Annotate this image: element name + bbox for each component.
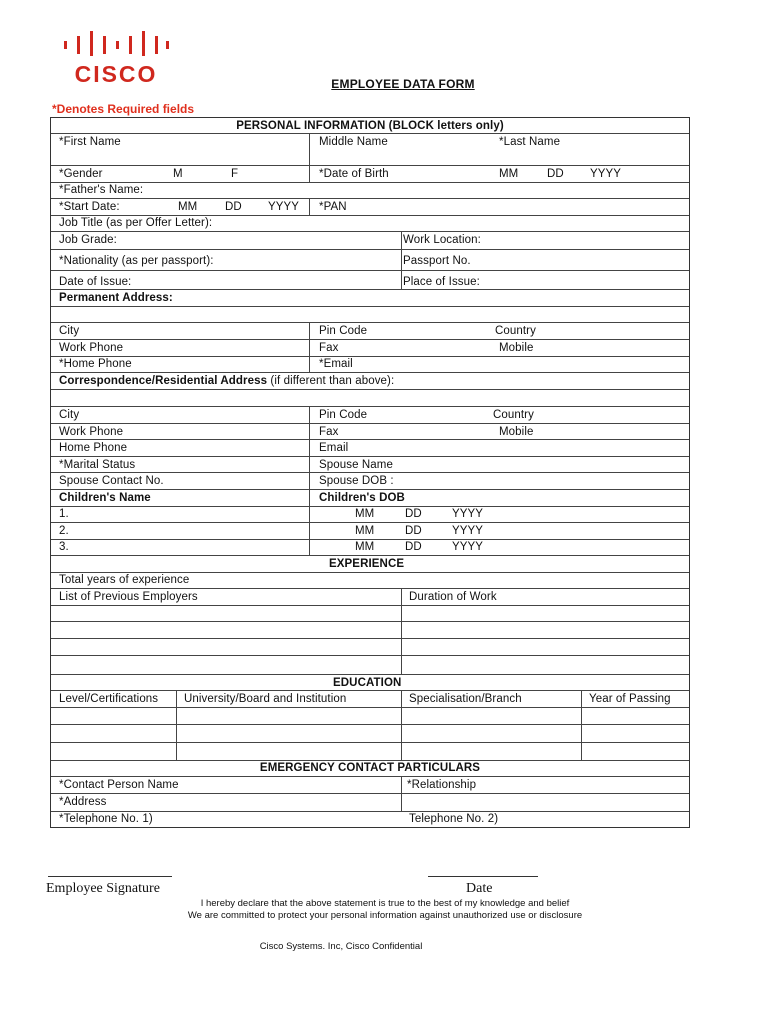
child-row-1: 1.: [59, 508, 69, 520]
spouse-dob-label: Spouse DOB :: [319, 475, 394, 487]
children-dob-label: Children's DOB: [319, 492, 405, 504]
child-1-yyyy: YYYY: [452, 508, 484, 520]
marital-status-label: *Marital Status: [59, 459, 136, 471]
corr-address-note: (if different than above):: [267, 375, 395, 387]
middle-name-label: Middle Name: [319, 136, 388, 148]
father-name-label: *Father's Name:: [59, 184, 144, 196]
corr-home-phone-label: Home Phone: [59, 442, 128, 454]
level-certifications-label: Level/Certifications: [59, 693, 159, 705]
perm-home-phone-label: *Home Phone: [59, 358, 132, 370]
employee-signature-line[interactable]: [48, 876, 172, 877]
confidential-text: Cisco Systems. Inc, Cisco Confidential: [259, 941, 423, 952]
gender-label: *Gender: [59, 168, 103, 180]
date-signature-line[interactable]: [428, 876, 538, 877]
child-2-dd: DD: [405, 525, 422, 537]
child-3-dd: DD: [405, 541, 422, 553]
total-experience-label: Total years of experience: [59, 574, 190, 586]
employee-signature-label: Employee Signature: [46, 881, 160, 896]
dob-yyyy: YYYY: [590, 168, 622, 180]
child-row-3: 3.: [59, 541, 69, 553]
specialisation-label: Specialisation/Branch: [409, 693, 522, 705]
gender-option-m: M: [173, 168, 183, 180]
job-title-label: Job Title (as per Offer Letter):: [59, 217, 213, 229]
corr-address-header: [59, 374, 394, 388]
last-name-label: *Last Name: [499, 136, 561, 148]
perm-pin-label: Pin Code: [319, 325, 368, 337]
child-row-2: 2.: [59, 525, 69, 537]
job-grade-label: Job Grade:: [59, 234, 117, 246]
dob-mm: MM: [499, 168, 519, 180]
child-2-yyyy: YYYY: [452, 525, 484, 537]
child-3-mm: MM: [355, 541, 375, 553]
perm-mobile-label: Mobile: [499, 342, 534, 354]
declaration-text: I hereby declare that the above statement is true to the best of my knowledge and belief: [200, 898, 570, 909]
work-location-label: Work Location:: [403, 234, 481, 246]
corr-fax-label: Fax: [319, 426, 339, 438]
corr-country-label: Country: [493, 409, 534, 421]
university-label: University/Board and Institution: [184, 693, 347, 705]
previous-employers-label: List of Previous Employers: [59, 591, 198, 603]
dob-dd: DD: [547, 168, 564, 180]
spouse-contact-label: Spouse Contact No.: [59, 475, 164, 487]
start-date-yyyy: YYYY: [268, 201, 300, 213]
start-date-mm: MM: [178, 201, 198, 213]
start-date-dd: DD: [225, 201, 242, 213]
pan-label: *PAN: [319, 201, 347, 213]
corr-address-title: Correspondence/Residential Address: [59, 375, 268, 387]
children-name-label: Children's Name: [59, 492, 151, 504]
dob-label: *Date of Birth: [319, 168, 389, 180]
contact-person-label: *Contact Person Name: [59, 779, 179, 791]
start-date-label: *Start Date:: [59, 201, 120, 213]
telephone-1-label: *Telephone No. 1): [59, 813, 153, 825]
corr-mobile-label: Mobile: [499, 426, 534, 438]
place-of-issue-label: Place of Issue:: [403, 276, 480, 288]
date-of-issue-label: Date of Issue:: [59, 276, 132, 288]
required-note: *Denotes Required fields: [52, 102, 195, 116]
perm-city-label: City: [59, 325, 80, 337]
duration-of-work-label: Duration of Work: [409, 591, 497, 603]
emergency-address-label: *Address: [59, 796, 107, 808]
date-label: Date: [466, 881, 493, 896]
perm-work-phone-label: Work Phone: [59, 342, 124, 354]
gender-option-f: F: [231, 168, 239, 180]
first-name-label: *First Name: [59, 136, 121, 148]
permanent-address-label: Permanent Address:: [59, 292, 173, 304]
privacy-text: We are committed to protect your personal information against unauthorized use or disclosure: [187, 910, 583, 921]
child-1-mm: MM: [355, 508, 375, 520]
child-3-yyyy: YYYY: [452, 541, 484, 553]
corr-work-phone-label: Work Phone: [59, 426, 124, 438]
corr-city-label: City: [59, 409, 80, 421]
child-2-mm: MM: [355, 525, 375, 537]
form-title: EMPLOYEE DATA FORM: [331, 77, 475, 91]
spouse-name-label: Spouse Name: [319, 459, 393, 471]
svg-text:CISCO: CISCO: [74, 61, 158, 87]
passport-label: Passport No.: [403, 255, 471, 267]
emergency-header: EMERGENCY CONTACT PARTICULARS: [259, 762, 481, 774]
education-header: EDUCATION: [333, 677, 402, 689]
year-of-passing-label: Year of Passing: [589, 693, 671, 705]
telephone-2-label: Telephone No. 2): [409, 813, 499, 825]
experience-header: EXPERIENCE: [329, 558, 405, 570]
corr-email-label: Email: [319, 442, 349, 454]
child-1-dd: DD: [405, 508, 422, 520]
perm-fax-label: Fax: [319, 342, 339, 354]
relationship-label: *Relationship: [407, 779, 477, 791]
employee-form: [50, 117, 690, 828]
perm-email-label: *Email: [319, 358, 353, 370]
perm-country-label: Country: [495, 325, 536, 337]
personal-info-header: PERSONAL INFORMATION (BLOCK letters only): [236, 120, 504, 132]
nationality-label: *Nationality (as per passport):: [59, 255, 214, 267]
corr-pin-label: Pin Code: [319, 409, 368, 421]
